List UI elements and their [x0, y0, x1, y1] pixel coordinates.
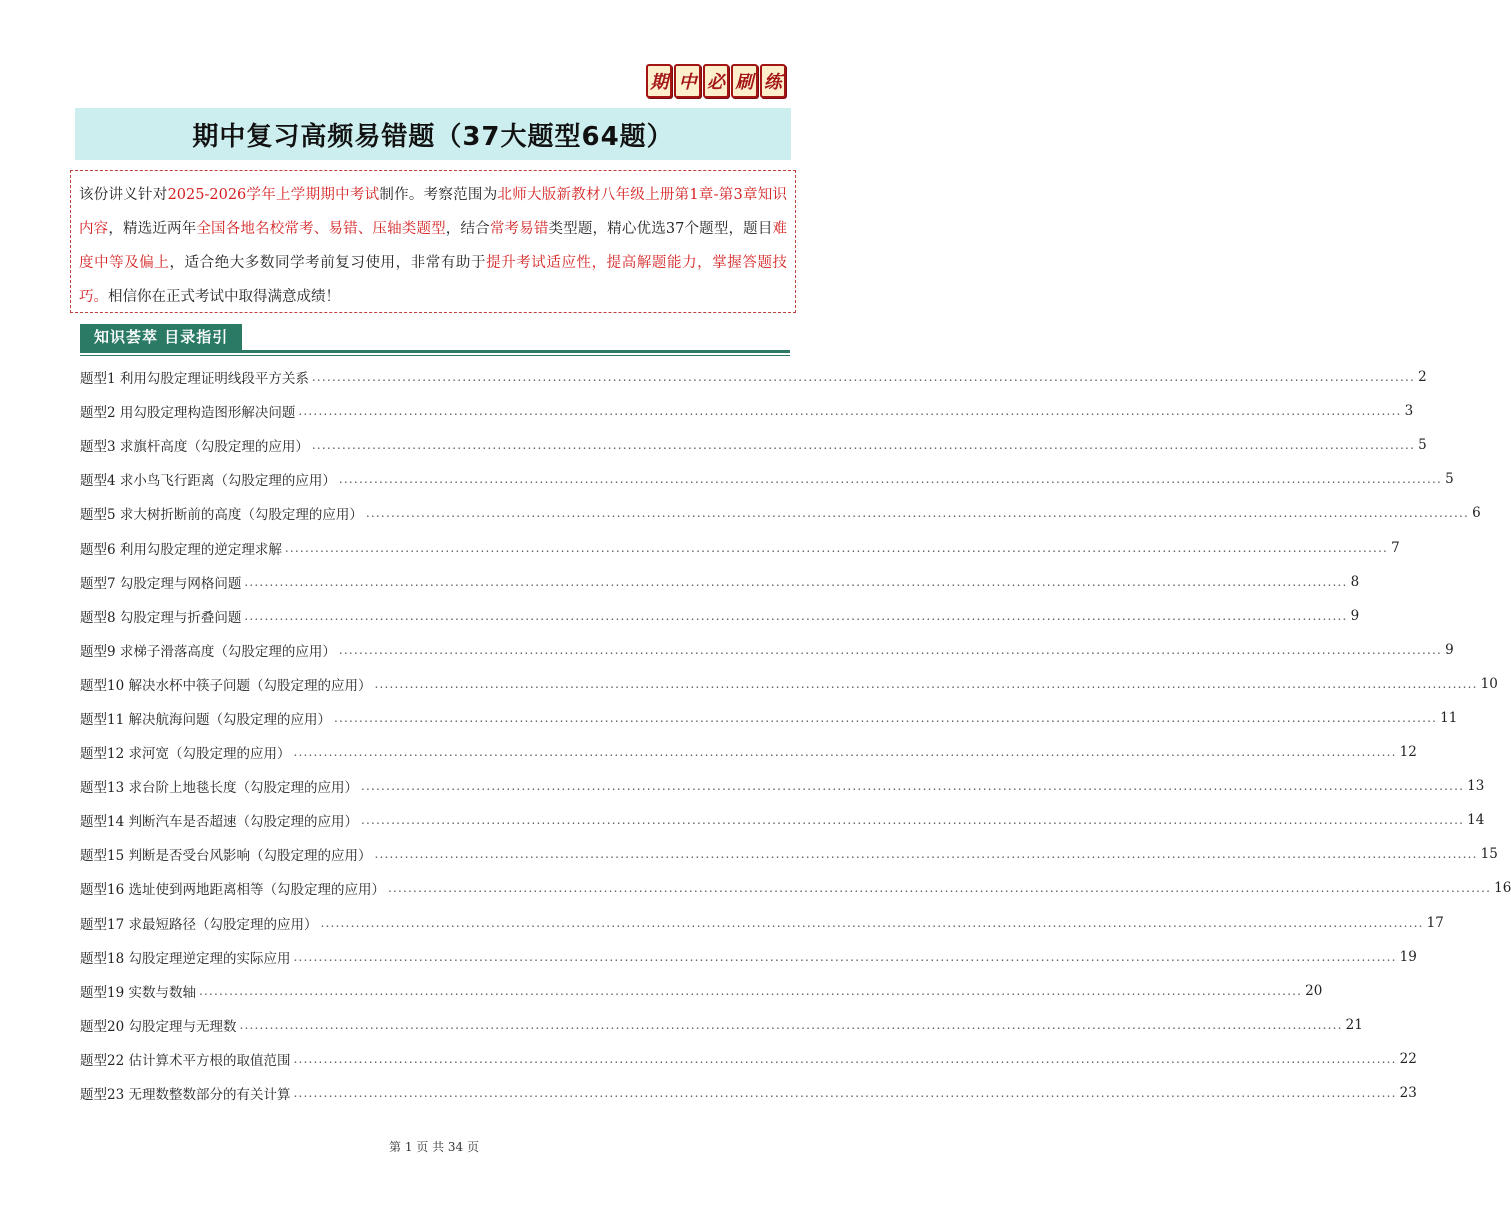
toc-dot-leader: ............................................................................................................................................................................................................................	[374, 847, 1478, 862]
intro-highlight: 提升考试适应性，提高解题能力，掌握答题技巧。	[79, 255, 788, 305]
intro-text: 类型题，精心优选37个题型，题目	[548, 221, 773, 237]
toc-entry[interactable]	[80, 837, 1498, 871]
toc-entry[interactable]	[80, 1008, 1363, 1042]
toc-entry[interactable]	[80, 530, 1400, 564]
toc-entry[interactable]	[80, 940, 1417, 974]
toc-entry-label: 题型4 求小鸟飞行距离（勾股定理的应用）	[80, 473, 336, 490]
intro-text: 制作。考察范围为	[379, 187, 498, 203]
toc-entry[interactable]	[80, 565, 1360, 599]
toc-dot-leader: ............................................................................................................................................................................................................................	[365, 506, 1470, 521]
toc-entry[interactable]	[80, 633, 1454, 667]
toc-page-number: 14	[1467, 812, 1485, 829]
toc-page-number: 23	[1399, 1085, 1417, 1102]
toc-page-number: 21	[1345, 1016, 1363, 1033]
toc-entry-label: 题型10 解决水杯中筷子问题（勾股定理的应用）	[80, 677, 372, 694]
toc-page-number: 10	[1480, 675, 1498, 692]
toc-entry-label: 题型3 求旗杆高度（勾股定理的应用）	[80, 439, 309, 456]
toc-dot-leader: ............................................................................................................................................................................................................................	[320, 915, 1424, 930]
toc-page-number: 17	[1426, 914, 1444, 931]
stamp-char: 必	[703, 64, 729, 98]
intro-highlight: 常考易错	[489, 221, 549, 237]
toc-entry-label: 题型14 判断汽车是否超速（勾股定理的应用）	[80, 814, 358, 831]
intro-highlight: 北师大版新教材八年级上册第1章-第3章知识内容	[79, 187, 788, 237]
toc-entry-label: 题型7 勾股定理与网格问题	[80, 575, 242, 592]
toc-page-number: 5	[1418, 437, 1427, 454]
toc-page-number: 6	[1472, 505, 1481, 522]
toc-entry-label: 题型15 判断是否受台风影响（勾股定理的应用）	[80, 848, 372, 865]
toc-entry[interactable]	[80, 496, 1481, 530]
toc-entry[interactable]	[80, 1076, 1417, 1110]
toc-entry-label: 题型6 利用勾股定理的逆定理求解	[80, 541, 282, 558]
toc-entry[interactable]	[80, 701, 1458, 735]
toc-dot-leader: ............................................................................................................................................................................................................................	[387, 881, 1492, 896]
toc-entry[interactable]	[80, 974, 1323, 1008]
toc-dot-leader: ............................................................................................................................................................................................................................	[311, 370, 1416, 385]
toc-entry[interactable]	[80, 667, 1498, 701]
toc-entry-label: 题型17 求最短路径（勾股定理的应用）	[80, 916, 318, 933]
toc-entry[interactable]	[80, 803, 1485, 837]
toc-entry-label: 题型13 求台阶上地毯长度（勾股定理的应用）	[80, 780, 358, 797]
toc-dot-leader: ............................................................................................................................................................................................................................	[244, 574, 1348, 589]
toc-entry-label: 题型16 选址使到两地距离相等（勾股定理的应用）	[80, 882, 385, 899]
toc-dot-leader: ............................................................................................................................................................................................................................	[311, 438, 1416, 453]
toc-entry-label: 题型9 求梯子滑落高度（勾股定理的应用）	[80, 643, 336, 660]
toc-dot-leader: ............................................................................................................................................................................................................................	[360, 779, 1465, 794]
intro-box	[70, 170, 796, 313]
title-banner	[75, 108, 791, 160]
toc-dot-leader: ............................................................................................................................................................................................................................	[298, 404, 1402, 419]
toc-page-number: 2	[1418, 369, 1427, 386]
toc-entry[interactable]	[80, 906, 1444, 940]
intro-highlight: 全国各地名校常考、易错、压轴类题型	[196, 221, 446, 237]
toc-dot-leader: ............................................................................................................................................................................................................................	[198, 983, 1303, 998]
intro-highlight: 2025-2026学年上学期期中考试	[167, 187, 380, 203]
toc-entry-label: 题型1 利用勾股定理证明线段平方关系	[80, 371, 309, 388]
stamp-char: 练	[760, 64, 786, 98]
toc-entry-label: 题型2 用勾股定理构造图形解决问题	[80, 405, 296, 422]
page-title: 期中复习高频易错题（37大题型64题）	[192, 121, 674, 152]
stamp-char: 期	[646, 64, 672, 98]
toc-page-number: 11	[1440, 709, 1458, 726]
toc-dot-leader: ............................................................................................................................................................................................................................	[333, 710, 1438, 725]
toc-entry-label: 题型5 求大树折断前的高度（勾股定理的应用）	[80, 507, 363, 524]
toc-entry[interactable]	[80, 394, 1414, 428]
stamp-char: 中	[674, 64, 700, 98]
toc-dot-leader: ............................................................................................................................................................................................................................	[284, 540, 1389, 555]
toc-page-number: 12	[1399, 744, 1417, 761]
intro-highlight: 难度中等及偏上	[79, 221, 788, 271]
toc-entry[interactable]	[80, 360, 1427, 394]
toc-entry[interactable]	[80, 769, 1485, 803]
section-divider	[80, 350, 790, 353]
toc-dot-leader: ............................................................................................................................................................................................................................	[338, 472, 1443, 487]
section-divider-thin	[80, 355, 790, 356]
toc-page-number: 7	[1391, 539, 1400, 556]
toc-dot-leader: ............................................................................................................................................................................................................................	[293, 949, 1397, 964]
toc-entry-label: 题型20 勾股定理与无理数	[80, 1018, 237, 1035]
toc-dot-leader: ............................................................................................................................................................................................................................	[293, 745, 1397, 760]
toc-dot-leader: ............................................................................................................................................................................................................................	[293, 1086, 1397, 1101]
toc-page-number: 13	[1467, 778, 1485, 795]
toc-page-number: 8	[1350, 573, 1360, 590]
toc-entry[interactable]	[80, 871, 1511, 905]
toc-page-number: 19	[1399, 948, 1417, 965]
toc-entry-label: 题型19 实数与数轴	[80, 984, 196, 1001]
stamp-badge	[646, 64, 786, 98]
toc-entry[interactable]	[80, 428, 1427, 462]
toc-page-number: 5	[1445, 471, 1454, 488]
intro-text: 相信你在正式考试中取得满意成绩！	[108, 289, 340, 305]
toc-page-number: 15	[1480, 846, 1498, 863]
toc-dot-leader: ............................................................................................................................................................................................................................	[360, 813, 1465, 828]
toc-entry-label: 题型11 解决航海问题（勾股定理的应用）	[80, 711, 331, 728]
section-header	[80, 322, 790, 356]
toc-page-number: 22	[1399, 1050, 1417, 1067]
toc-page-number: 9	[1445, 641, 1454, 658]
section-title: 知识荟萃 目录指引	[80, 324, 242, 350]
stamp-char: 刷	[731, 64, 757, 98]
toc-dot-leader: ............................................................................................................................................................................................................................	[244, 608, 1348, 623]
toc-page-number: 16	[1494, 880, 1511, 897]
intro-text: ，精选近两年	[108, 221, 197, 237]
table-of-contents	[80, 360, 1511, 1110]
toc-entry-label: 题型18 勾股定理逆定理的实际应用	[80, 950, 291, 967]
toc-dot-leader: ............................................................................................................................................................................................................................	[338, 642, 1443, 657]
toc-dot-leader: ............................................................................................................................................................................................................................	[239, 1017, 1343, 1032]
toc-entry[interactable]	[80, 735, 1417, 769]
toc-entry[interactable]	[80, 599, 1360, 633]
toc-page-number: 9	[1350, 607, 1360, 624]
intro-text: ，适合绝大多数同学考前复习使用，非常有助于	[169, 255, 487, 271]
page-footer: 第 1 页 共 34 页	[389, 1140, 479, 1154]
toc-entry-label: 题型8 勾股定理与折叠问题	[80, 609, 242, 626]
toc-page-number: 3	[1404, 403, 1414, 420]
toc-entry[interactable]	[80, 462, 1454, 496]
toc-page-number: 20	[1305, 982, 1323, 999]
toc-entry-label: 题型23 无理数整数部分的有关计算	[80, 1087, 291, 1104]
intro-text: ，结合	[445, 221, 490, 237]
toc-dot-leader: ............................................................................................................................................................................................................................	[374, 676, 1478, 691]
toc-entry-label: 题型12 求河宽（勾股定理的应用）	[80, 746, 291, 763]
toc-entry-label: 题型22 估计算术平方根的取值范围	[80, 1052, 291, 1069]
toc-dot-leader: ............................................................................................................................................................................................................................	[293, 1051, 1397, 1066]
toc-entry[interactable]	[80, 1042, 1417, 1076]
intro-text: 该份讲义针对	[79, 187, 168, 203]
